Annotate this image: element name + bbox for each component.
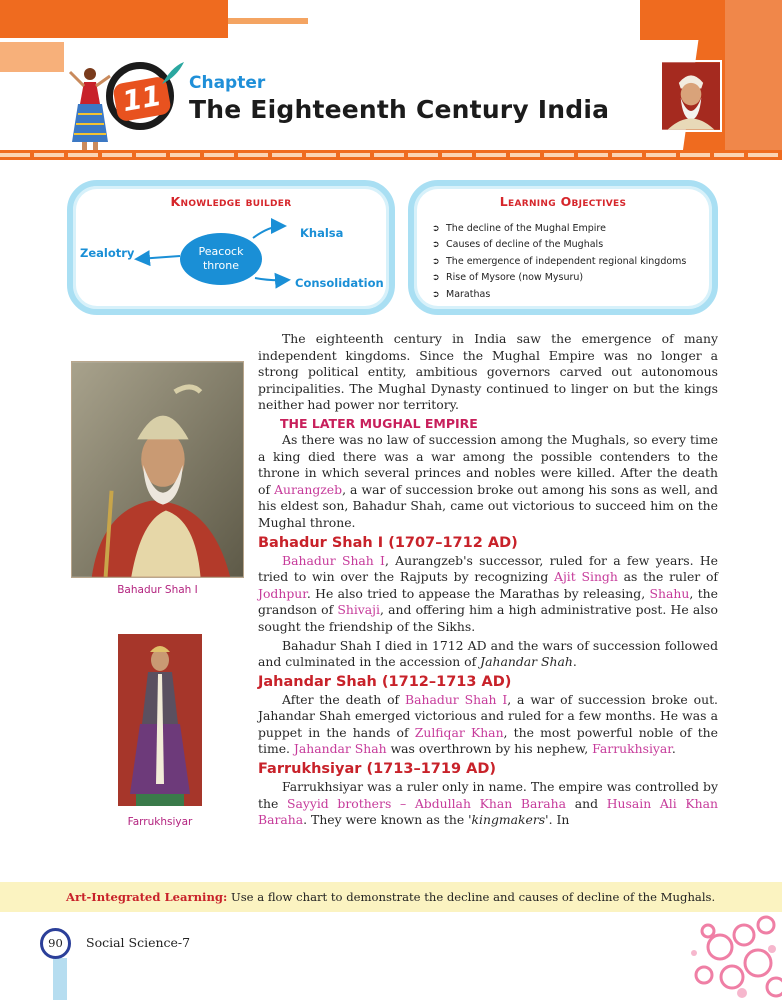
art-integrated-learning-label: Art-Integrated Learning: — [66, 890, 228, 904]
chapter-number: 11 — [112, 76, 172, 123]
header-orange-band — [0, 0, 228, 38]
highlight-jodhpur: Jodhpur — [258, 585, 307, 601]
term-khalsa: Khalsa — [300, 226, 344, 240]
knowledge-builder-box — [67, 180, 395, 315]
highlight-bahadur-shah: Bahadur Shah I — [405, 691, 508, 707]
arrow-bullet-icon: ➲ — [432, 224, 440, 234]
highlight-husain-ali-khan: Husain Ali Khan Baraha — [258, 795, 718, 828]
dancer-illustration — [66, 64, 114, 150]
bahadur-paragraph-2: Bahadur Shah I died in 1712 AD and the wars of succession followed and culminated in the accession of Jahandar Shah. — [258, 637, 718, 670]
arrow-bullet-icon: ➲ — [432, 240, 440, 251]
caption-bahadur-shah: Bahadur Shah I — [117, 584, 198, 596]
heading-bahadur-shah: Bahadur Shah I (1707–1712 AD) — [258, 534, 518, 551]
page-number-tab — [53, 958, 67, 1000]
guru-portrait-image — [660, 60, 722, 132]
section-heading-later-mughal: THE LATER MUGHAL EMPIRE — [280, 415, 478, 431]
objective-item: ➲ The emergence of independent regional kingdoms — [432, 254, 686, 270]
heading-farrukhsiyar: Farrukhsiyar (1713–1719 AD) — [258, 761, 496, 778]
learning-objectives-box — [408, 180, 718, 315]
header-accent-line — [228, 18, 308, 24]
chapter-title: The Eighteenth Century India — [189, 95, 610, 124]
later-mughal-paragraph: As there was no law of succession among the Mughals, so every time a king died there was a war among the possible contenders to the throne in which several princes and nobles were killed. After the death of Aurangzeb, a war of succession broke out among his sons as well, and his eldest son, Bahadur Shah, came out victorious to succeed him on the Mughal throne. — [258, 431, 718, 530]
highlight-ajit-singh: Ajit Singh — [554, 569, 618, 585]
highlight-aurangzeb: Aurangzeb — [274, 481, 343, 497]
main-text — [258, 331, 718, 831]
art-integrated-learning-text: Art-Integrated Learning: Use a flow chart to demonstrate the decline and causes of decline of the Mughals. — [66, 890, 716, 904]
header-accent-block — [0, 42, 64, 72]
learning-objectives-heading: Learning Objectives — [499, 194, 627, 209]
header-right-band-light — [725, 0, 782, 150]
highlight-shahu: Shahu — [649, 585, 690, 601]
feather-accent-icon — [160, 60, 186, 86]
bahadur-paragraph-1: Bahadur Shah I, Aurangzeb's successor, ruled for a few years. He tried to win over the Rajputs by recognizing Ajit Singh as the ruler of Jodhpur. He also tried to appease the Marathas by releasing, Shahu, the grandson of Shivaji, and offering him a high administrative post. He also sought the friendship of the Sikhs. — [258, 552, 719, 634]
highlight-sayyid-brothers: Sayyid brothers – Abdullah Khan Baraha — [286, 795, 567, 811]
highlight-jahandar-shah: Jahandar Shah — [293, 741, 387, 757]
farrukhsiyar-paragraph: Farrukhsiyar was a ruler only in name. The empire was controlled by the Sayyid brothers – Abdullah Khan Baraha and Husain Ali Khan Baraha. They were known as the 'kingmakers'. In — [258, 779, 718, 828]
arrow-bullet-icon: ➲ — [432, 289, 440, 300]
knowledge-builder-heading: Knowledge builder — [170, 194, 292, 209]
objective-item: ➲ Marathas — [432, 287, 686, 303]
objectives-list — [432, 221, 686, 303]
book-name: Social Science-7 — [86, 935, 191, 950]
intro-paragraph: The eighteenth century in India saw the emergence of many independent kingdoms. Since the Mughal Empire was no longer a strong political entity, ambitious governors carved out autonomous principalities. The Mughal Dynasty continued to linger on but the kings neither had power nor territory. — [258, 331, 718, 413]
page-number: 90 — [40, 928, 71, 959]
chapter-label: Chapter — [189, 73, 266, 93]
decorative-bubbles — [680, 905, 782, 1000]
arrow-bullet-icon: ➲ — [432, 256, 440, 267]
jahandar-paragraph: After the death of Bahadur Shah I, a war of succession broke out. Jahandar Shah emerged victorious and ruled for a few months. He was a puppet in the hands of Zulfiqar Khan, the most powerful noble of the time. Jahandar Shah was overthrown by his nephew, Farrukhsiyar. — [258, 691, 718, 757]
objective-item: ➲ Causes of decline of the Mughals — [432, 237, 686, 253]
heading-jahandar-shah: Jahandar Shah (1712–1713 AD) — [258, 673, 512, 690]
arrow-bullet-icon: ➲ — [432, 273, 440, 284]
objective-item: ➲ Rise of Mysore (now Mysuru) — [432, 270, 686, 286]
term-zealotry: Zealotry — [80, 246, 135, 260]
highlight-shivaji: Shivaji — [337, 602, 380, 618]
peacock-throne-node: Peacock throne — [180, 233, 262, 285]
caption-farrukhsiyar: Farrukhsiyar — [127, 816, 193, 828]
highlight-bahadur-shah: Bahadur Shah I — [282, 552, 385, 568]
header-stripe-pattern — [0, 153, 782, 157]
bahadur-shah-portrait — [71, 361, 244, 578]
objective-item: ➲ The decline of the Mughal Empire — [432, 221, 686, 237]
highlight-farrukhsiyar: Farrukhsiyar — [592, 741, 672, 757]
term-consolidation: Consolidation — [295, 276, 384, 290]
farrukhsiyar-portrait — [118, 634, 202, 806]
highlight-zulfiqar-khan: Zulfiqar Khan — [414, 724, 504, 740]
